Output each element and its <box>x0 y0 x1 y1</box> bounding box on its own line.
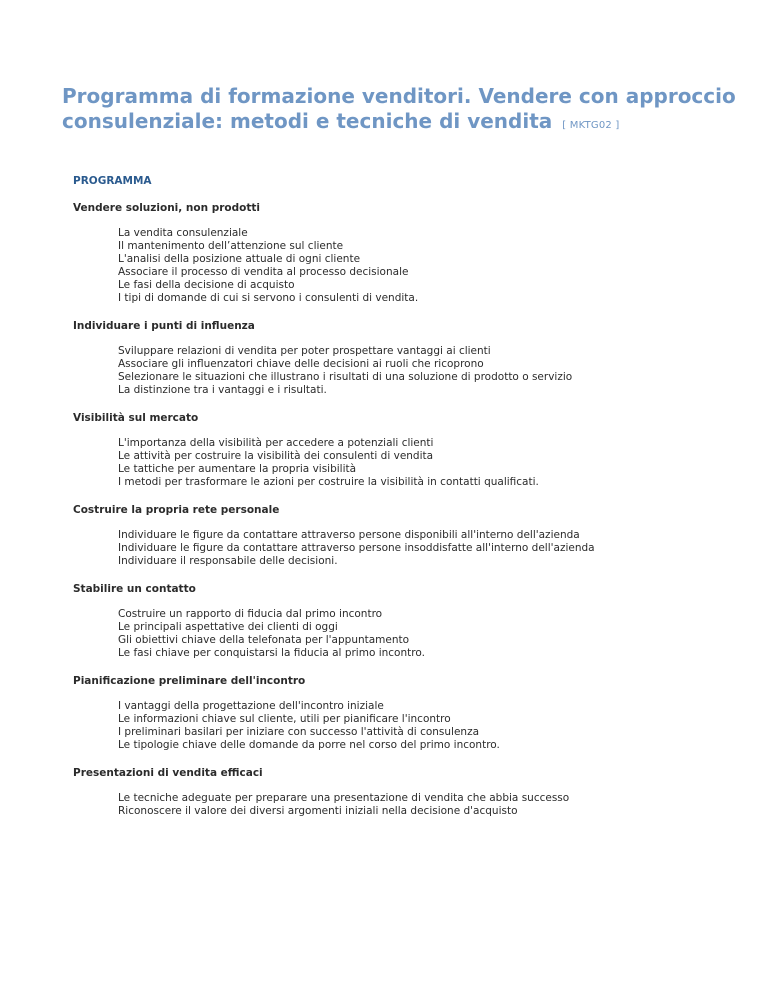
list-item: L'importanza della visibilità per accedere a potenziali clienti <box>118 437 434 449</box>
section-items <box>118 608 753 660</box>
section-presentazioni-vendita <box>73 767 753 818</box>
list-item: I vantaggi della progettazione dell'incontro iniziale <box>118 700 384 712</box>
program-content <box>73 175 753 833</box>
list-item: La vendita consulenziale <box>118 227 248 239</box>
list-item: Le fasi chiave per conquistarsi la fiducia al primo incontro. <box>118 647 425 659</box>
section-items <box>118 227 753 305</box>
list-item: Individuare il responsabile delle decisioni. <box>118 555 338 567</box>
section-items <box>118 700 753 752</box>
section-title: Individuare i punti di influenza <box>73 320 255 332</box>
list-item: Le tecniche adeguate per preparare una presentazione di vendita che abbia successo <box>118 792 570 804</box>
list-item: Le principali aspettative dei clienti di oggi <box>118 621 338 633</box>
list-item: Associare gli influenzatori chiave delle decisioni ai ruoli che ricoprono <box>118 358 484 370</box>
list-item: La distinzione tra i vantaggi e i risultati. <box>118 384 327 396</box>
list-item: Le attività per costruire la visibilità dei consulenti di vendita <box>118 450 434 462</box>
course-code: [ MKTG02 ] <box>562 120 620 131</box>
list-item: Riconoscere il valore dei diversi argomenti iniziali nella decisione d'acquisto <box>118 805 518 817</box>
program-heading: PROGRAMMA <box>73 175 152 187</box>
section-vendere-soluzioni <box>73 202 753 305</box>
list-item: Selezionare le situazioni che illustrano i risultati di una soluzione di prodotto o servizio <box>118 371 573 383</box>
section-pianificazione-incontro <box>73 675 753 752</box>
section-title: Costruire la propria rete personale <box>73 504 280 516</box>
section-items <box>118 792 753 818</box>
list-item: I preliminari basilari per iniziare con successo l'attività di consulenza <box>118 726 480 738</box>
list-item: Le fasi della decisione di acquisto <box>118 279 295 291</box>
section-visibilita-mercato <box>73 412 753 489</box>
list-item: Le tipologie chiave delle domande da porre nel corso del primo incontro. <box>118 739 500 751</box>
title-line-1: Programma di formazione venditori. Vendere con approccio <box>62 84 736 108</box>
list-item: L'analisi della posizione attuale di ogni cliente <box>118 253 361 265</box>
section-items <box>118 437 753 489</box>
document-title <box>62 84 752 138</box>
list-item: I tipi di domande di cui si servono i consulenti di vendita. <box>118 292 419 304</box>
list-item: Gli obiettivi chiave della telefonata per l'appuntamento <box>118 634 410 646</box>
section-items <box>118 345 753 397</box>
list-item: Sviluppare relazioni di vendita per poter prospettare vantaggi ai clienti <box>118 345 491 357</box>
section-rete-personale <box>73 504 753 568</box>
section-title: Visibilità sul mercato <box>73 412 199 424</box>
list-item: Individuare le figure da contattare attraverso persone disponibili all'interno dell'azienda <box>118 529 580 541</box>
list-item: Le tattiche per aumentare la propria visibilità <box>118 463 357 475</box>
list-item: Il mantenimento dell’attenzione sul cliente <box>118 240 344 252</box>
list-item: I metodi per trasformare le azioni per costruire la visibilità in contatti qualificati. <box>118 476 539 488</box>
section-title: Presentazioni di vendita efficaci <box>73 767 263 779</box>
list-item: Associare il processo di vendita al processo decisionale <box>118 266 409 278</box>
section-title: Pianificazione preliminare dell'incontro <box>73 675 306 687</box>
section-title: Stabilire un contatto <box>73 583 196 595</box>
list-item: Costruire un rapporto di fiducia dal primo incontro <box>118 608 383 620</box>
section-stabilire-contatto <box>73 583 753 660</box>
section-punti-influenza <box>73 320 753 397</box>
section-title: Vendere soluzioni, non prodotti <box>73 202 261 214</box>
list-item: Individuare le figure da contattare attraverso persone insoddisfatte all'interno dell'azienda <box>118 542 595 554</box>
title-line-2: consulenziale: metodi e tecniche di vendita <box>62 109 553 133</box>
section-items <box>118 529 753 568</box>
list-item: Le informazioni chiave sul cliente, utili per pianificare l'incontro <box>118 713 451 725</box>
